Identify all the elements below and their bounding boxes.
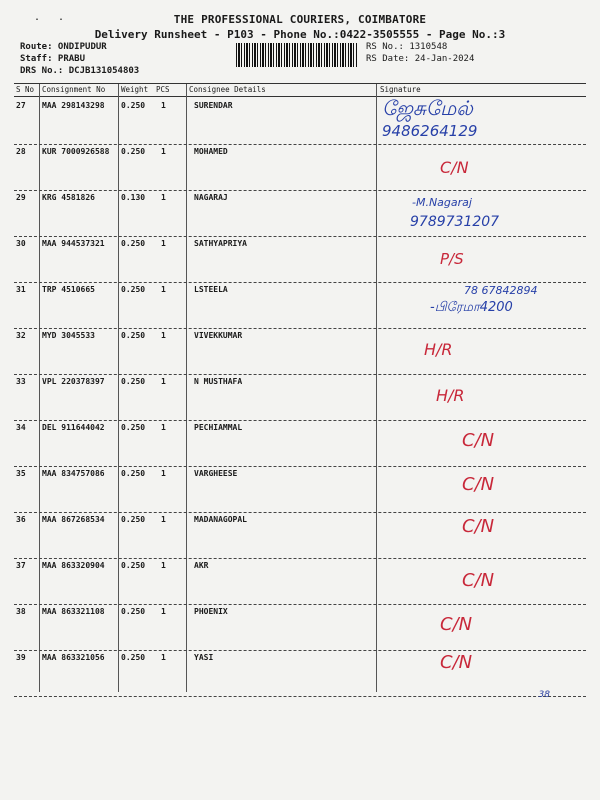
- row-sno: 30: [16, 239, 26, 248]
- row-consignee: MOHAMED: [194, 147, 228, 156]
- table-row: [14, 653, 586, 699]
- table-row: [14, 377, 586, 423]
- row-separator: [14, 466, 586, 467]
- row-weight: 0.250: [121, 377, 146, 386]
- row-consignee: SATHYAPRIYA: [194, 239, 247, 248]
- row-pcs: 1: [161, 653, 166, 662]
- col-consignee: Consignee Details: [189, 85, 266, 94]
- row-sno: 38: [16, 607, 26, 616]
- row-consignee: VARGHEESE: [194, 469, 238, 478]
- table-row: [14, 331, 586, 377]
- row-consignment: KRG 4581826: [42, 193, 95, 202]
- row-consignment: VPL 220378397: [42, 377, 105, 386]
- col-sno: S No: [16, 85, 35, 94]
- row-weight: 0.130: [121, 193, 146, 202]
- col-pcs: PCS: [156, 85, 170, 94]
- barcode: [236, 43, 358, 67]
- handwritten-signature: C/N: [462, 570, 495, 591]
- row-consignment: MAA 863321108: [42, 607, 105, 616]
- col-consignment: Consignment No: [42, 85, 106, 94]
- row-sno: 35: [16, 469, 26, 478]
- handwritten-signature: C/N: [462, 474, 495, 495]
- table-row: [14, 561, 586, 607]
- row-weight: 0.250: [121, 101, 146, 110]
- row-weight: 0.250: [121, 561, 146, 570]
- row-pcs: 1: [161, 607, 166, 616]
- col-weight: Weight: [121, 85, 149, 94]
- handwritten-signature: C/N: [440, 614, 473, 635]
- runsheet-subtitle: Delivery Runsheet - P103 - Phone No.:0422-3505555 - Page No.:3: [94, 28, 506, 41]
- row-pcs: 1: [161, 331, 166, 340]
- row-sno: 37: [16, 561, 26, 570]
- row-sno: 36: [16, 515, 26, 524]
- rs-date: RS Date: 24-Jan-2024: [366, 54, 475, 64]
- row-consignee: NAGARAJ: [194, 193, 228, 202]
- row-consignee: LSTEELA: [194, 285, 228, 294]
- row-weight: 0.250: [121, 285, 146, 294]
- handwritten-signature: C/N: [462, 516, 495, 537]
- row-separator: [14, 190, 586, 191]
- row-sno: 28: [16, 147, 26, 156]
- table-row: [14, 469, 586, 515]
- row-sno: 29: [16, 193, 26, 202]
- row-weight: 0.250: [121, 607, 146, 616]
- row-consignment: MAA 863321056: [42, 653, 105, 662]
- table-row: [14, 147, 586, 193]
- row-weight: 0.250: [121, 469, 146, 478]
- handwritten-signature: -M.Nagaraj: [412, 196, 472, 209]
- row-separator: [14, 512, 586, 513]
- handwritten-signature: H/R: [436, 386, 465, 405]
- row-sno: 27: [16, 101, 26, 110]
- row-weight: 0.250: [121, 331, 146, 340]
- handwritten-signature: C/N: [440, 158, 469, 177]
- handwritten-signature: C/N: [440, 652, 473, 673]
- row-consignment: MAA 298143298: [42, 101, 105, 110]
- handwritten-signature: C/N: [462, 430, 495, 451]
- rs-number: RS No.: 1310548: [366, 42, 448, 52]
- route-label: Route: ONDIPUDUR: [20, 42, 107, 52]
- page-mark: 38: [538, 690, 550, 700]
- row-consignment: TRP 4510665: [42, 285, 95, 294]
- row-consignee: N MUSTHAFA: [194, 377, 243, 386]
- handwritten-phone: 9486264129: [382, 122, 478, 140]
- row-separator: [14, 328, 586, 329]
- handwritten-signature: ஜேசுமேல்: [382, 96, 473, 120]
- handwritten-phone: 9789731207: [410, 214, 500, 230]
- handwritten-signature: 78 67842894: [464, 284, 538, 297]
- row-pcs: 1: [161, 469, 166, 478]
- table-row: [14, 515, 586, 561]
- row-pcs: 1: [161, 423, 166, 432]
- company-title: THE PROFESSIONAL COURIERS, COIMBATORE: [173, 13, 427, 26]
- row-separator: [14, 144, 586, 145]
- row-sno: 39: [16, 653, 26, 662]
- row-separator: [14, 420, 586, 421]
- row-weight: 0.250: [121, 653, 146, 662]
- row-consignee: PECHIAMMAL: [194, 423, 243, 432]
- row-weight: 0.250: [121, 515, 146, 524]
- drs-label: DRS No.: DCJB131054803: [20, 66, 140, 76]
- row-sno: 33: [16, 377, 26, 386]
- row-pcs: 1: [161, 377, 166, 386]
- row-pcs: 1: [161, 239, 166, 248]
- row-pcs: 1: [161, 101, 166, 110]
- row-pcs: 1: [161, 193, 166, 202]
- row-separator: [14, 236, 586, 237]
- table-row: [14, 607, 586, 653]
- row-consignment: MAA 834757086: [42, 469, 105, 478]
- row-consignment: MAA 863320904: [42, 561, 105, 570]
- row-consignment: MAA 867268534: [42, 515, 105, 524]
- row-separator: [14, 696, 586, 697]
- row-pcs: 1: [161, 147, 166, 156]
- table-row: [14, 193, 586, 239]
- table-row: [14, 101, 586, 147]
- row-sno: 32: [16, 331, 26, 340]
- handwritten-signature: P/S: [440, 250, 464, 268]
- row-consignment: DEL 911644042: [42, 423, 105, 432]
- row-pcs: 1: [161, 285, 166, 294]
- handwritten-signature: H/R: [424, 340, 453, 359]
- row-consignee: MADANAGOPAL: [194, 515, 247, 524]
- row-separator: [14, 282, 586, 283]
- header-underline: [14, 96, 586, 97]
- corner-dots: . .: [34, 12, 71, 23]
- table-row: [14, 239, 586, 285]
- row-pcs: 1: [161, 561, 166, 570]
- col-signature: Signature: [380, 85, 421, 94]
- row-separator: [14, 604, 586, 605]
- row-pcs: 1: [161, 515, 166, 524]
- row-separator: [14, 558, 586, 559]
- row-consignee: PHOENIX: [194, 607, 228, 616]
- row-consignee: SURENDAR: [194, 101, 233, 110]
- row-consignment: MYD 3045533: [42, 331, 95, 340]
- row-weight: 0.250: [121, 423, 146, 432]
- table-row: [14, 423, 586, 469]
- row-consignment: KUR 7000926588: [42, 147, 110, 156]
- row-consignee: AKR: [194, 561, 209, 570]
- row-sno: 31: [16, 285, 26, 294]
- row-consignment: MAA 944537321: [42, 239, 105, 248]
- row-weight: 0.250: [121, 239, 146, 248]
- row-separator: [14, 374, 586, 375]
- staff-label: Staff: PRABU: [20, 54, 86, 64]
- handwritten-phone: -பிரேமா4200: [430, 300, 513, 315]
- row-consignee: VIVEKKUMAR: [194, 331, 243, 340]
- row-consignee: YASI: [194, 653, 214, 662]
- row-weight: 0.250: [121, 147, 146, 156]
- row-separator: [14, 650, 586, 651]
- row-sno: 34: [16, 423, 26, 432]
